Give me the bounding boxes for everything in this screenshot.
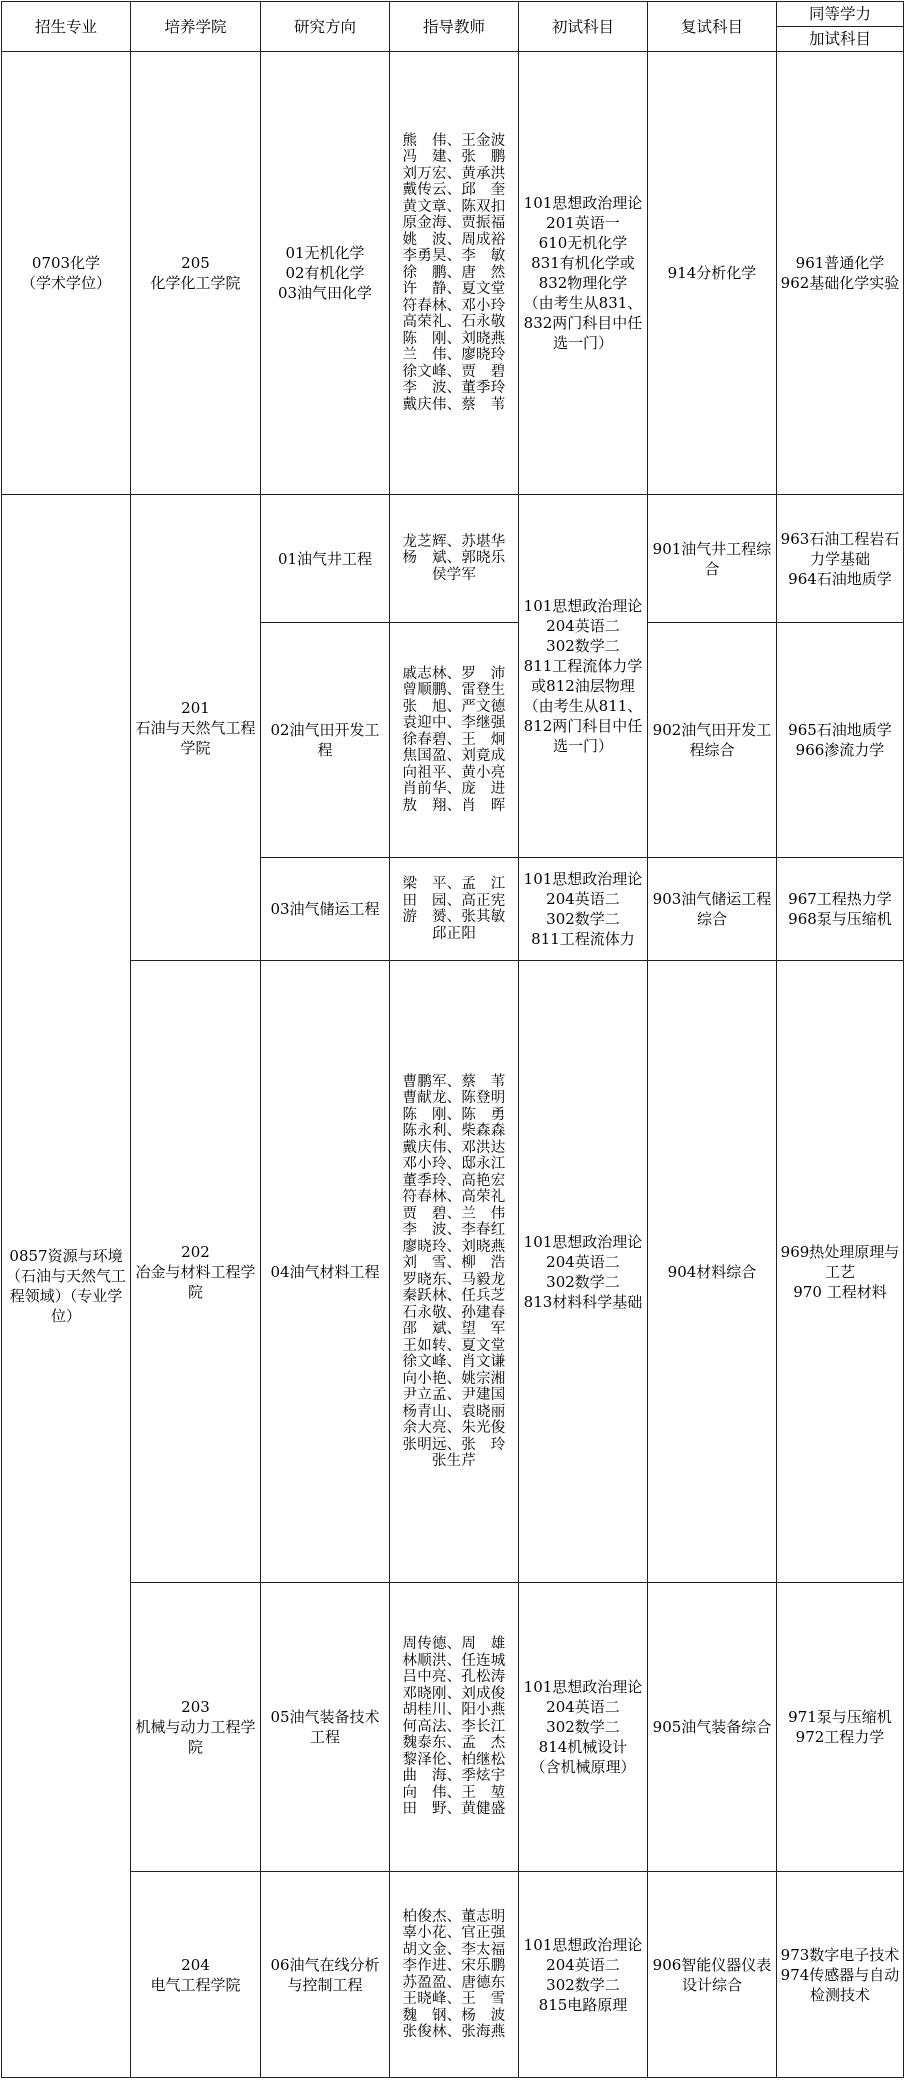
exam-cell: 101思想政治理论 204英语二 302数学二 811工程流体力学 或812油层物理 （由考生从811、812两门科目中任选一门） (519, 495, 648, 858)
header-equiv-top: 同等学力 (808, 5, 871, 23)
enrollment-table (1, 1, 904, 2078)
direction-cell: 01油气井工程 (261, 495, 390, 623)
direction-cell: 06油气在线分析与控制工程 (261, 1872, 390, 2078)
exam-cell: 101思想政治理论 204英语二 302数学二 811工程流体力 (519, 858, 648, 961)
retest-cell: 914分析化学 (648, 52, 777, 495)
teachers-cell: 龙芝辉、苏堪华 杨 斌、郭晓乐 侯学军 (390, 495, 519, 623)
direction-cell: 01无机化学 02有机化学 03油气田化学 (261, 52, 390, 495)
exam-cell: 101思想政治理论 201英语一 610无机化学 831有机化学或 832物理化学 （由考生从831、832两门科目中任选一门） (519, 52, 648, 495)
header-teachers: 指导教师 (390, 2, 519, 52)
header-retest: 复试科目 (648, 2, 777, 52)
college-cell: 205 化学化工学院 (131, 52, 261, 495)
teachers-cell: 柏俊杰、董志明 辜小花、官正强 胡文金、李太福 李作进、宋乐鹏 苏盈盈、唐德东 王晓峰、王 雪 魏 钢、杨 波 张俊林、张海燕 (390, 1872, 519, 2078)
teachers-cell: 熊 伟、王金波 冯 建、张 鹏 刘万宏、黄承洪 戴传云、邱 奎 黄文章、陈双扣 原金海、贾振福 姚 波、周成裕 李勇昊、李 敏 徐 鹏、唐 然 许 静、夏文堂 符春林、邓小玲 高荣礼、石永敬 陈 刚、刘晓燕 兰 伟、廖晓玲 徐文峰、贾 碧 李 波、董季玲 戴庆伟、蔡 苇 (390, 52, 519, 495)
table-row (2, 495, 904, 623)
header-college: 培养学院 (131, 2, 261, 52)
equiv-cell: 965石油地质学 966渗流力学 (777, 623, 904, 858)
table-row (2, 1583, 904, 1872)
table-row (2, 52, 904, 495)
direction-cell: 02油气田开发工程 (261, 623, 390, 858)
direction-cell: 03油气储运工程 (261, 858, 390, 961)
table-row (2, 961, 904, 1583)
major-cell: 0857资源与环境 （石油与天然气工程领域）（专业学位） (2, 495, 131, 2078)
exam-cell: 101思想政治理论 204英语二 302数学二 814机械设计 （含机械原理） (519, 1583, 648, 1872)
equiv-cell: 971泵与压缩机 972工程力学 (777, 1583, 904, 1872)
header-exam: 初试科目 (519, 2, 648, 52)
college-cell: 204 电气工程学院 (131, 1872, 261, 2078)
major-cell: 0703化学 （学术学位） (2, 52, 131, 495)
teachers-cell: 戚志林、罗 沛 曾顺鹏、雷登生 张 旭、严文德 袁迎中、李继强 徐春碧、王 炯 焦国盈、刘竟成 向祖平、黄小亮 肖前华、庞 进 敖 翔、肖 晖 (390, 623, 519, 858)
teachers-cell: 周传德、周 雄 林顺洪、任连城 吕中亮、孔松涛 邓晓刚、刘成俊 胡桂川、阳小燕 何高法、李长江 魏泰东、孟 杰 黎泽伦、柏继松 曲 海、季炫宇 向 伟、王 堃 田 野、黄健盛 (390, 1583, 519, 1872)
equiv-cell: 963石油工程岩石力学基础 964石油地质学 (777, 495, 904, 623)
equiv-cell: 967工程热力学 968泵与压缩机 (777, 858, 904, 961)
retest-cell: 902油气田开发工程综合 (648, 623, 777, 858)
header-direction: 研究方向 (261, 2, 390, 52)
header-equiv-bottom: 加试科目 (777, 26, 904, 51)
direction-cell: 05油气装备技术工程 (261, 1583, 390, 1872)
header-equiv (777, 2, 904, 52)
college-cell: 203 机械与动力工程学院 (131, 1583, 261, 1872)
exam-cell: 101思想政治理论 204英语二 302数学二 813材料科学基础 (519, 961, 648, 1583)
equiv-cell: 969热处理原理与工艺 970 工程材料 (777, 961, 904, 1583)
retest-cell: 905油气装备综合 (648, 1583, 777, 1872)
retest-cell: 903油气储运工程综合 (648, 858, 777, 961)
equiv-cell: 973数字电子技术 974传感器与自动检测技术 (777, 1872, 904, 2078)
header-major: 招生专业 (2, 2, 131, 52)
teachers-cell: 曹鹏军、蔡 苇 曹献龙、陈登明 陈 刚、陈 勇 陈永利、柴森森 戴庆伟、邓洪达 邓小玲、邸永江 董季玲、高艳宏 符春林、高荣礼 贾 碧、兰 伟 李 波、李春红 廖晓玲、刘晓燕 刘 雪、柳 浩 罗晓东、马毅龙 秦跃林、任兵芝 石永敬、孙建春 邵 斌、望 军 王如转、夏文堂 徐文峰、肖文谦 向小艳、姚宗湘 尹立孟、尹建国 杨青山、袁晓丽 余大亮、朱光俊 张明远、张 玲 张生芹 (390, 961, 519, 1583)
header-row (2, 2, 904, 52)
college-cell: 202 冶金与材料工程学院 (131, 961, 261, 1583)
teachers-cell: 梁 平、孟 江 田 园、高正宪 游 赟、张其敏 邱正阳 (390, 858, 519, 961)
retest-cell: 904材料综合 (648, 961, 777, 1583)
equiv-cell: 961普通化学 962基础化学实验 (777, 52, 904, 495)
exam-cell: 101思想政治理论 204英语二 302数学二 815电路原理 (519, 1872, 648, 2078)
retest-cell: 901油气井工程综合 (648, 495, 777, 623)
direction-cell: 04油气材料工程 (261, 961, 390, 1583)
college-cell: 201 石油与天然气工程学院 (131, 495, 261, 961)
table-row (2, 1872, 904, 2078)
retest-cell: 906智能仪器仪表设计综合 (648, 1872, 777, 2078)
